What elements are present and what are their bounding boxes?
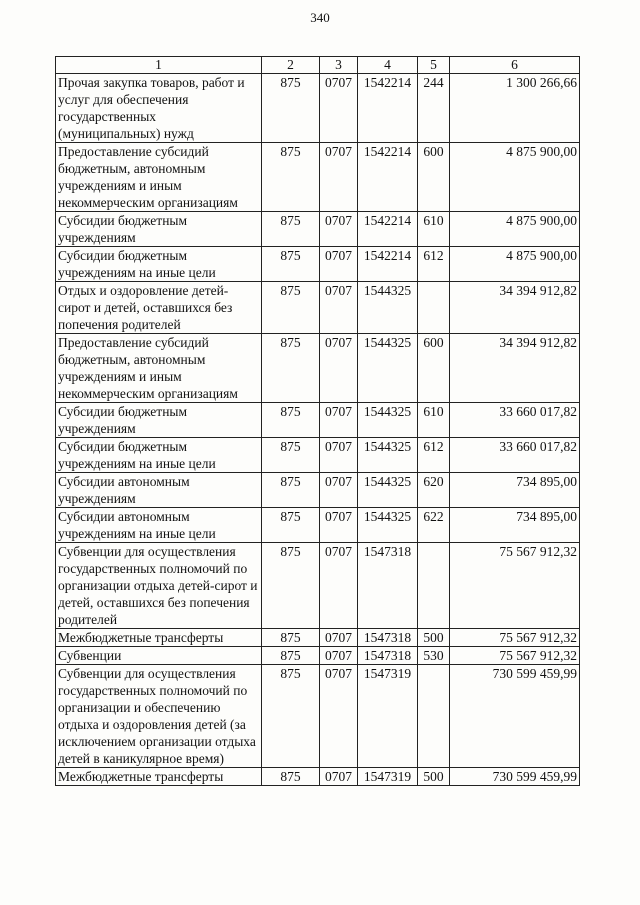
budget-table (55, 56, 580, 786)
row-code-cell: 0707 (320, 768, 358, 786)
table-row (56, 665, 580, 768)
column-header: 5 (418, 57, 450, 74)
row-code-cell: 1544325 (358, 508, 418, 543)
table-row (56, 629, 580, 647)
row-code-cell: 0707 (320, 629, 358, 647)
row-code-cell: 1547318 (358, 543, 418, 629)
column-header: 4 (358, 57, 418, 74)
row-amount-cell: 730 599 459,99 (450, 768, 580, 786)
row-code-cell: 875 (262, 665, 320, 768)
row-code-cell: 1547318 (358, 647, 418, 665)
row-code-cell: 1547318 (358, 629, 418, 647)
row-code-cell: 875 (262, 74, 320, 143)
row-amount-cell: 75 567 912,32 (450, 647, 580, 665)
row-name-cell: Субсидии бюджетным учреждениям (56, 212, 262, 247)
row-code-cell (418, 282, 450, 334)
column-header: 1 (56, 57, 262, 74)
row-name-cell: Субвенции для осуществления государственных полномочий по организации отдыха детей-сирот и детей, оставшихся без попечения родителей (56, 543, 262, 629)
row-code-cell: 500 (418, 768, 450, 786)
table-row (56, 143, 580, 212)
row-code-cell (418, 665, 450, 768)
row-name-cell: Субвенции (56, 647, 262, 665)
row-code-cell: 875 (262, 768, 320, 786)
row-name-cell: Субвенции для осуществления государственных полномочий по организации и обеспечению отдыха и оздоровления детей (за исключением организации отдыха детей в каникулярное время) (56, 665, 262, 768)
row-code-cell: 1542214 (358, 212, 418, 247)
row-amount-cell: 1 300 266,66 (450, 74, 580, 143)
row-code-cell: 1547319 (358, 665, 418, 768)
row-code-cell: 875 (262, 438, 320, 473)
row-amount-cell: 75 567 912,32 (450, 629, 580, 647)
row-amount-cell: 33 660 017,82 (450, 403, 580, 438)
row-code-cell: 620 (418, 473, 450, 508)
row-code-cell: 0707 (320, 508, 358, 543)
row-code-cell: 875 (262, 629, 320, 647)
row-amount-cell: 734 895,00 (450, 508, 580, 543)
row-code-cell: 0707 (320, 74, 358, 143)
row-code-cell: 875 (262, 143, 320, 212)
row-code-cell: 1544325 (358, 334, 418, 403)
row-amount-cell: 33 660 017,82 (450, 438, 580, 473)
row-name-cell: Межбюджетные трансферты (56, 629, 262, 647)
row-amount-cell: 4 875 900,00 (450, 143, 580, 212)
row-code-cell: 610 (418, 212, 450, 247)
row-code-cell: 612 (418, 247, 450, 282)
row-code-cell: 0707 (320, 212, 358, 247)
row-code-cell: 530 (418, 647, 450, 665)
row-code-cell: 244 (418, 74, 450, 143)
table-row (56, 74, 580, 143)
table-row (56, 247, 580, 282)
row-code-cell: 1544325 (358, 282, 418, 334)
table-row (56, 768, 580, 786)
table-row (56, 212, 580, 247)
row-amount-cell: 34 394 912,82 (450, 334, 580, 403)
row-code-cell: 875 (262, 508, 320, 543)
row-code-cell: 875 (262, 647, 320, 665)
row-code-cell: 0707 (320, 647, 358, 665)
table-row (56, 647, 580, 665)
row-code-cell: 622 (418, 508, 450, 543)
row-code-cell: 875 (262, 403, 320, 438)
row-code-cell: 610 (418, 403, 450, 438)
row-code-cell: 1547319 (358, 768, 418, 786)
row-code-cell: 0707 (320, 143, 358, 212)
row-name-cell: Субсидии автономным учреждениям (56, 473, 262, 508)
row-amount-cell: 730 599 459,99 (450, 665, 580, 768)
row-code-cell: 1544325 (358, 403, 418, 438)
row-code-cell: 600 (418, 334, 450, 403)
row-amount-cell: 34 394 912,82 (450, 282, 580, 334)
table-row (56, 403, 580, 438)
row-code-cell: 0707 (320, 334, 358, 403)
table-header-row (56, 57, 580, 74)
table-row (56, 438, 580, 473)
row-amount-cell: 4 875 900,00 (450, 212, 580, 247)
row-name-cell: Предоставление субсидий бюджетным, автономным учреждениям и иным некоммерческим организациям (56, 334, 262, 403)
row-code-cell: 875 (262, 334, 320, 403)
row-name-cell: Предоставление субсидий бюджетным, автономным учреждениям и иным некоммерческим организациям (56, 143, 262, 212)
table-row (56, 508, 580, 543)
row-name-cell: Субсидии бюджетным учреждениям (56, 403, 262, 438)
row-name-cell: Субсидии бюджетным учреждениям на иные цели (56, 247, 262, 282)
row-code-cell (418, 543, 450, 629)
row-code-cell: 1542214 (358, 143, 418, 212)
row-name-cell: Межбюджетные трансферты (56, 768, 262, 786)
row-code-cell: 0707 (320, 403, 358, 438)
row-code-cell: 1544325 (358, 473, 418, 508)
row-code-cell: 1542214 (358, 74, 418, 143)
row-code-cell: 0707 (320, 247, 358, 282)
row-name-cell: Субсидии бюджетным учреждениям на иные цели (56, 438, 262, 473)
row-code-cell: 875 (262, 543, 320, 629)
row-name-cell: Отдых и оздоровление детей-сирот и детей, оставшихся без попечения родителей (56, 282, 262, 334)
row-amount-cell: 4 875 900,00 (450, 247, 580, 282)
page-number: 340 (310, 10, 330, 25)
row-amount-cell: 75 567 912,32 (450, 543, 580, 629)
row-code-cell: 0707 (320, 665, 358, 768)
column-header: 3 (320, 57, 358, 74)
row-code-cell: 875 (262, 282, 320, 334)
row-code-cell: 1542214 (358, 247, 418, 282)
row-code-cell: 0707 (320, 438, 358, 473)
column-header: 2 (262, 57, 320, 74)
row-code-cell: 600 (418, 143, 450, 212)
row-code-cell: 875 (262, 212, 320, 247)
row-amount-cell: 734 895,00 (450, 473, 580, 508)
table-row (56, 473, 580, 508)
row-code-cell: 0707 (320, 282, 358, 334)
row-code-cell: 612 (418, 438, 450, 473)
table-row (56, 282, 580, 334)
row-code-cell: 0707 (320, 543, 358, 629)
table-row (56, 543, 580, 629)
row-code-cell: 875 (262, 473, 320, 508)
row-code-cell: 1544325 (358, 438, 418, 473)
table-row (56, 334, 580, 403)
row-code-cell: 875 (262, 247, 320, 282)
row-name-cell: Прочая закупка товаров, работ и услуг для обеспечения государственных (муниципальных) нужд (56, 74, 262, 143)
row-name-cell: Субсидии автономным учреждениям на иные цели (56, 508, 262, 543)
row-code-cell: 0707 (320, 473, 358, 508)
column-header: 6 (450, 57, 580, 74)
row-code-cell: 500 (418, 629, 450, 647)
